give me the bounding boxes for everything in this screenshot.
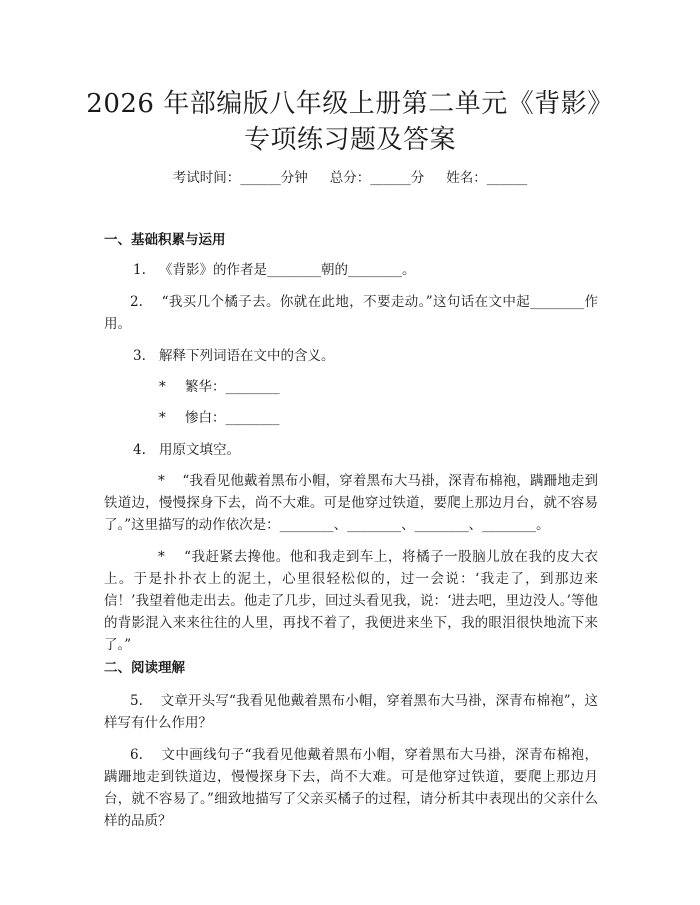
- question-number: 5.: [130, 693, 143, 709]
- question-3-sub-a: [159, 376, 280, 398]
- question-text: “我买几个橘子去。你就在此地，不要走动。”这句话在文中起________作用。: [104, 294, 598, 332]
- question-text: 《背影》的作者是________朝的________。: [159, 262, 416, 278]
- question-text: “我看见他戴着黑布小帽，穿着黑布大马褂，深青布棉袍，蹒跚地走到铁道边，慢慢探身下去，尚不大难。可是他穿过铁道，要爬上那边月台，就不容易了。”这里描写的动作依次是：________、________、________、________。: [104, 473, 598, 533]
- question-6: [104, 744, 598, 832]
- question-text: 繁华：________: [185, 379, 280, 395]
- question-2: [104, 291, 598, 335]
- question-4-sub-b: [104, 546, 598, 656]
- question-3: [133, 345, 335, 367]
- question-number: 2.: [130, 294, 143, 310]
- question-number: 6.: [130, 747, 143, 763]
- bullet: *: [158, 473, 165, 489]
- bullet: *: [159, 410, 166, 426]
- question-number: 1.: [133, 262, 146, 278]
- question-5: [104, 690, 598, 734]
- question-text: 文章开头写“我看见他戴着黑布小帽，穿着黑布大马褂，深青布棉袍”，这样写有什么作用？: [104, 693, 598, 731]
- question-4-sub-a: [104, 470, 598, 536]
- question-text: 解释下列词语在文中的含义。: [159, 348, 335, 364]
- question-number: 4.: [133, 442, 146, 458]
- question-3-sub-b: [159, 407, 280, 429]
- question-number: 3.: [133, 348, 146, 364]
- section-heading-basic: 一、基础积累与运用: [104, 232, 226, 248]
- exam-time: 考试时间：______分钟: [172, 170, 308, 186]
- exam-meta: [0, 168, 700, 188]
- exam-score: 总分：______分: [329, 170, 425, 186]
- question-1: [133, 259, 416, 281]
- student-name: 姓名：______: [446, 170, 528, 186]
- page-title-line2: 专项练习题及答案: [243, 125, 456, 155]
- question-text: “我赶紧去搀他。他和我走到车上，将橘子一股脑儿放在我的皮大衣上。于是扑扑衣上的泥土，心里很轻松似的，过一会说：‘我走了，到那边来信！’我望着他走出去。他走了几步，回过头看见我，说：‘进去吧，里边没人。’等他的背影混入来来往往的人里，再找不着了，我便进来坐下，我的眼泪很快地流下来了。”: [104, 549, 598, 653]
- question-text: 用原文填空。: [159, 442, 240, 458]
- question-text: 惨白：________: [185, 410, 280, 426]
- section-heading-reading: 二、阅读理解: [104, 660, 185, 676]
- page-title-line1: 2026 年部编版八年级上册第二单元《背影》: [86, 89, 614, 119]
- bullet: *: [158, 549, 165, 565]
- bullet: *: [159, 379, 166, 395]
- question-4: [133, 439, 240, 461]
- question-text: 文中画线句子“我看见他戴着黑布小帽，穿着黑布大马褂，深青布棉袍，蹒跚地走到铁道边，慢慢探身下去，尚不大难。可是他穿过铁道，要爬上那边月台，就不容易了。”细致地描写了父亲买橘子的过程，请分析其中表现出的父亲什么样的品质？: [104, 747, 598, 829]
